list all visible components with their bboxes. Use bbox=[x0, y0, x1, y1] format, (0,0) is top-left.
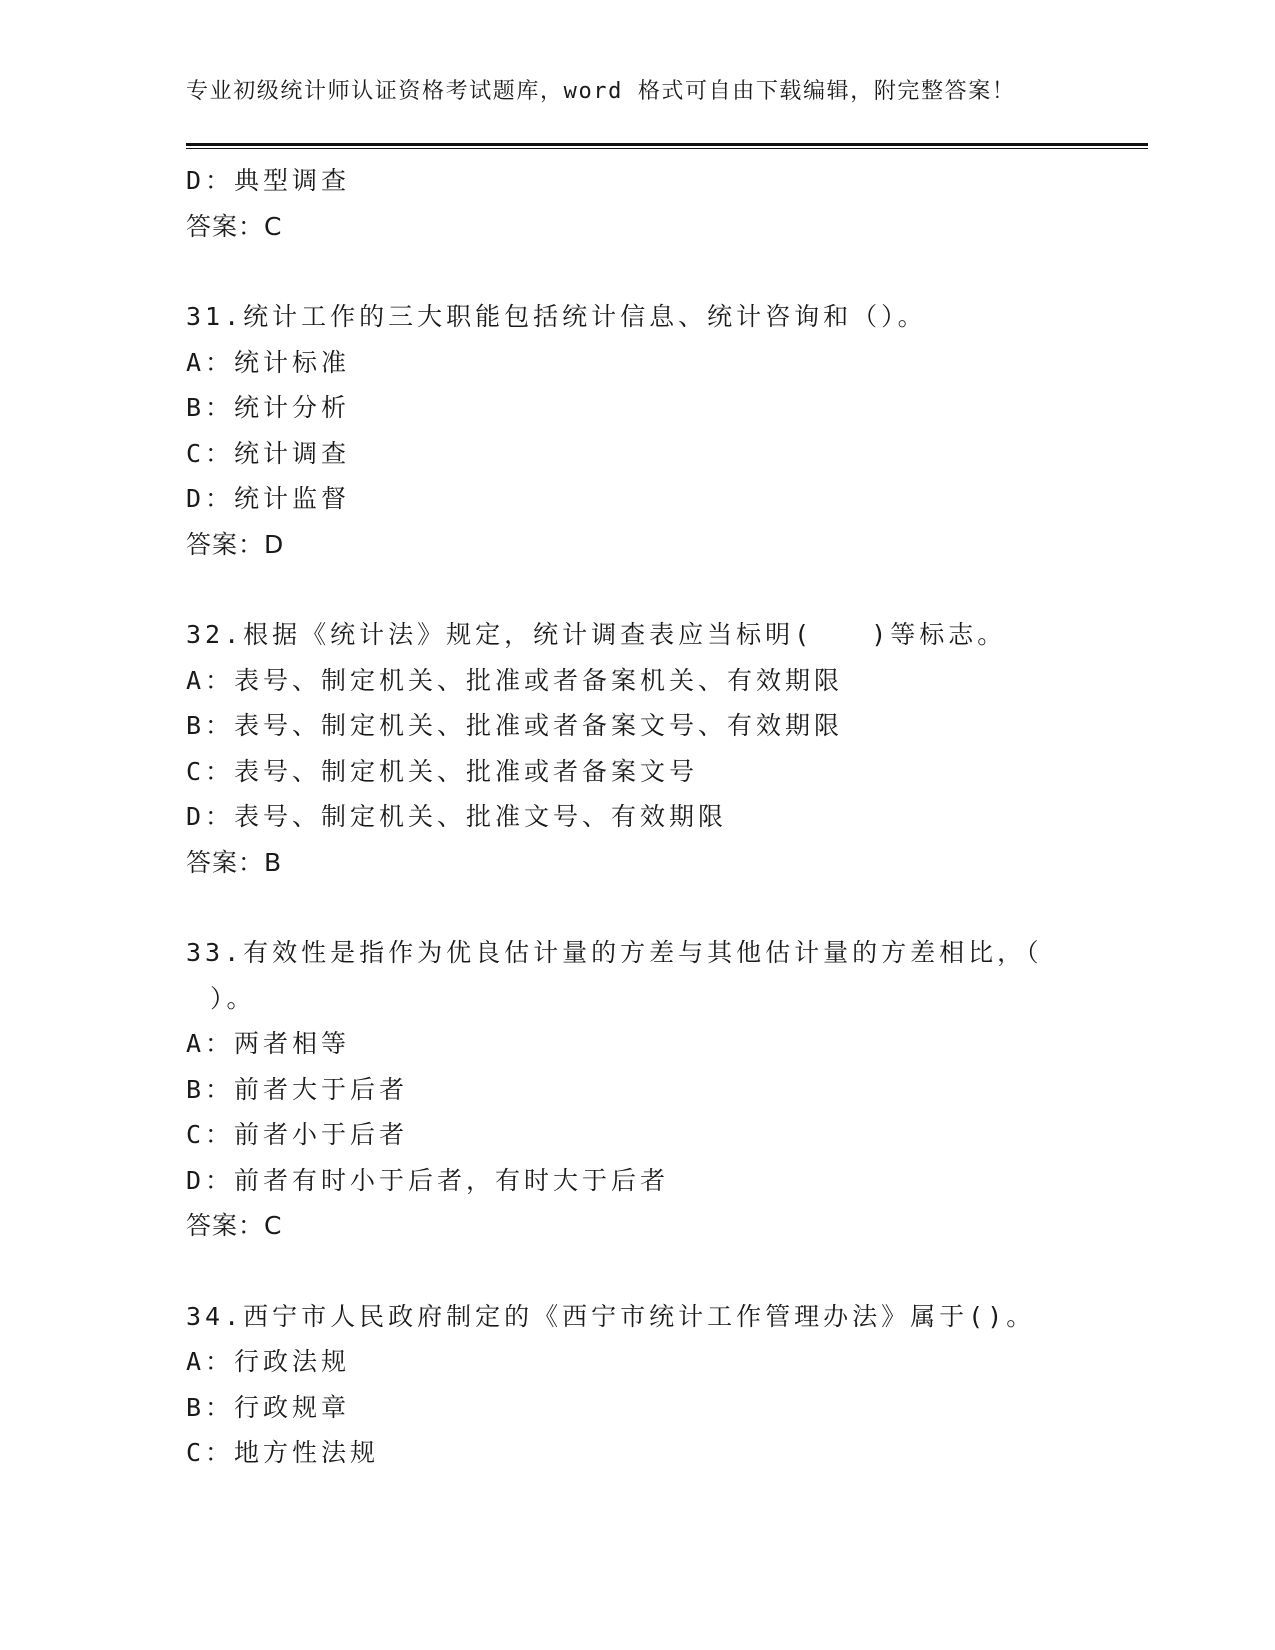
spacer bbox=[186, 249, 1086, 294]
option-d: D：统计监督 bbox=[186, 484, 351, 513]
option-d: D：表号、制定机关、批准文号、有效期限 bbox=[186, 802, 728, 831]
answer: 答案：C bbox=[186, 211, 283, 241]
option-a: A：行政法规 bbox=[186, 1347, 351, 1376]
option-c: C：前者小于后者 bbox=[186, 1120, 409, 1149]
question-stem-continuation: ）。 bbox=[210, 983, 256, 1013]
spacer bbox=[186, 885, 1086, 930]
option-d: D：前者有时小于后者，有时大于后者 bbox=[186, 1165, 670, 1195]
question-31 bbox=[186, 294, 1086, 567]
question-33 bbox=[186, 930, 1086, 1249]
header-rule-thick bbox=[186, 143, 1148, 146]
option-b: B：表号、制定机关、批准或者备案文号、有效期限 bbox=[186, 711, 844, 740]
question-32 bbox=[186, 612, 1086, 885]
option-a: A：两者相等 bbox=[186, 1029, 351, 1058]
option-c: C：统计调查 bbox=[186, 438, 351, 468]
spacer bbox=[186, 567, 1086, 612]
answer: 答案：C bbox=[186, 1211, 283, 1240]
header-rule-thin bbox=[186, 148, 1148, 149]
option-b: B：行政规章 bbox=[186, 1392, 351, 1422]
question-stem: 32.根据《统计法》规定，统计调查表应当标明( )等标志。 bbox=[186, 620, 1007, 649]
question-34 bbox=[186, 1294, 1086, 1476]
option-c: C：地方性法规 bbox=[186, 1438, 380, 1467]
question-stem: 31.统计工作的三大职能包括统计信息、统计咨询和（）。 bbox=[186, 302, 927, 331]
option-d: D：典型调查 bbox=[186, 166, 351, 195]
option-b: B：前者大于后者 bbox=[186, 1074, 409, 1104]
option-b: B：统计分析 bbox=[186, 393, 351, 422]
option-c: C：表号、制定机关、批准或者备案文号 bbox=[186, 756, 699, 786]
page-header: 专业初级统计师认证资格考试题库，word 格式可自由下载编辑，附完整答案！ bbox=[186, 79, 1016, 104]
option-a: A：表号、制定机关、批准或者备案机关、有效期限 bbox=[186, 665, 844, 695]
question-list bbox=[186, 158, 1086, 1476]
option-a: A：统计标准 bbox=[186, 347, 351, 377]
question-stem: 34.西宁市人民政府制定的《西宁市统计工作管理办法》属于()。 bbox=[186, 1301, 1036, 1331]
question-stem: 33.有效性是指作为优良估计量的方差与其他估计量的方差相比，（ bbox=[186, 938, 1043, 967]
spacer bbox=[186, 1249, 1086, 1294]
answer: 答案：B bbox=[186, 847, 283, 877]
answer: 答案：D bbox=[186, 529, 285, 559]
